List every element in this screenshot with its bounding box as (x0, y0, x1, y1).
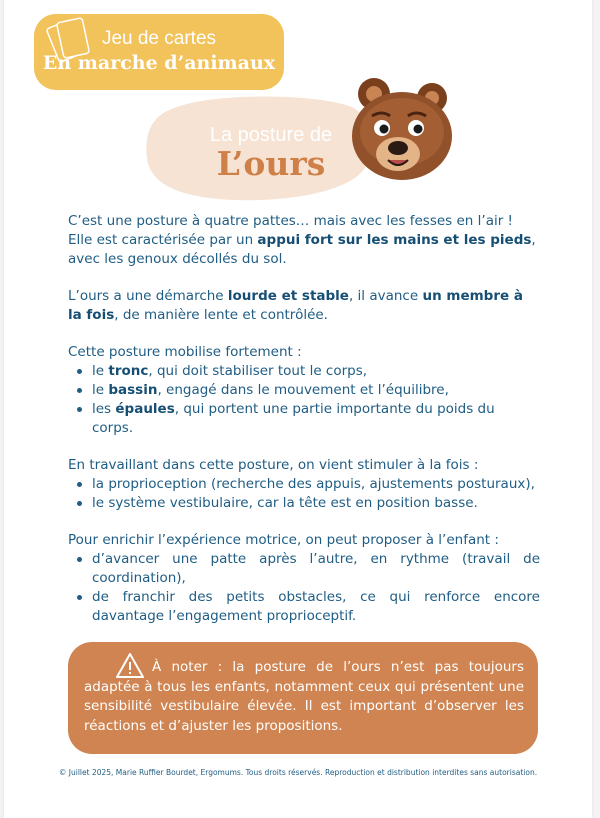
list-item: les épaules, qui portent une partie importante du poids du corps. (68, 400, 540, 438)
list-item: d’avancer une patte après l’autre, en rythme (travail de coordination), (68, 550, 540, 588)
paragraph-intro: C’est une posture à quatre pattes… mais avec les fesses en l’air ! Elle est caractérisée par un appui fort sur les mains et les pieds, avec les genoux décollés du sol. (68, 213, 536, 267)
list-senses (68, 475, 540, 513)
note-box (68, 642, 538, 754)
paragraph-stimulate: En travaillant dans cette posture, on vient stimuler à la fois : (68, 457, 479, 473)
list-proposals (68, 550, 540, 626)
paragraph-walk: L’ours a une démarche lourde et stable, il avance un membre à la fois, de manière lente et contrôlée. (68, 288, 523, 323)
list-item: de franchir des petits obstacles, ce qui renforce encore davantage l’engagement proprioceptif. (68, 588, 540, 626)
document-page (4, 0, 592, 818)
list-item: le bassin, engagé dans le mouvement et l’équilibre, (68, 381, 540, 400)
paragraph-enrich: Pour enrichir l’expérience motrice, on peut proposer à l’enfant : (68, 532, 499, 548)
paragraph-mobilise: Cette posture mobilise fortement : (68, 344, 302, 360)
list-item: la proprioception (recherche des appuis, ajustements posturaux), (68, 475, 540, 494)
note-text: À noter : la posture de l’ours n’est pas toujours adaptée à tous les enfants, notamment ceux qui présentent une sensibilité vestibulaire élevée. Il est important d’observer les réactions et d’ajuster les propositions. (84, 659, 524, 734)
title-prefix: La posture de (209, 124, 333, 146)
page-title: L’ours (216, 144, 326, 183)
footer-copyright: © Juillet 2025, Marie Ruffier Bourdet, Ergomums. Tous droits réservés. Reproduction et distribution interdites sans autorisation. (58, 768, 538, 777)
list-item: le tronc, qui doit stabiliser tout le corps, (68, 362, 540, 381)
list-body-parts (68, 362, 540, 438)
badge-subtitle: En marche d’animaux (42, 52, 276, 74)
badge-title: Jeu de cartes (101, 28, 217, 49)
header-badge (34, 14, 284, 90)
list-item: le système vestibulaire, car la tête est en position basse. (68, 494, 540, 513)
bear-illustration (340, 72, 460, 190)
content (68, 212, 540, 644)
